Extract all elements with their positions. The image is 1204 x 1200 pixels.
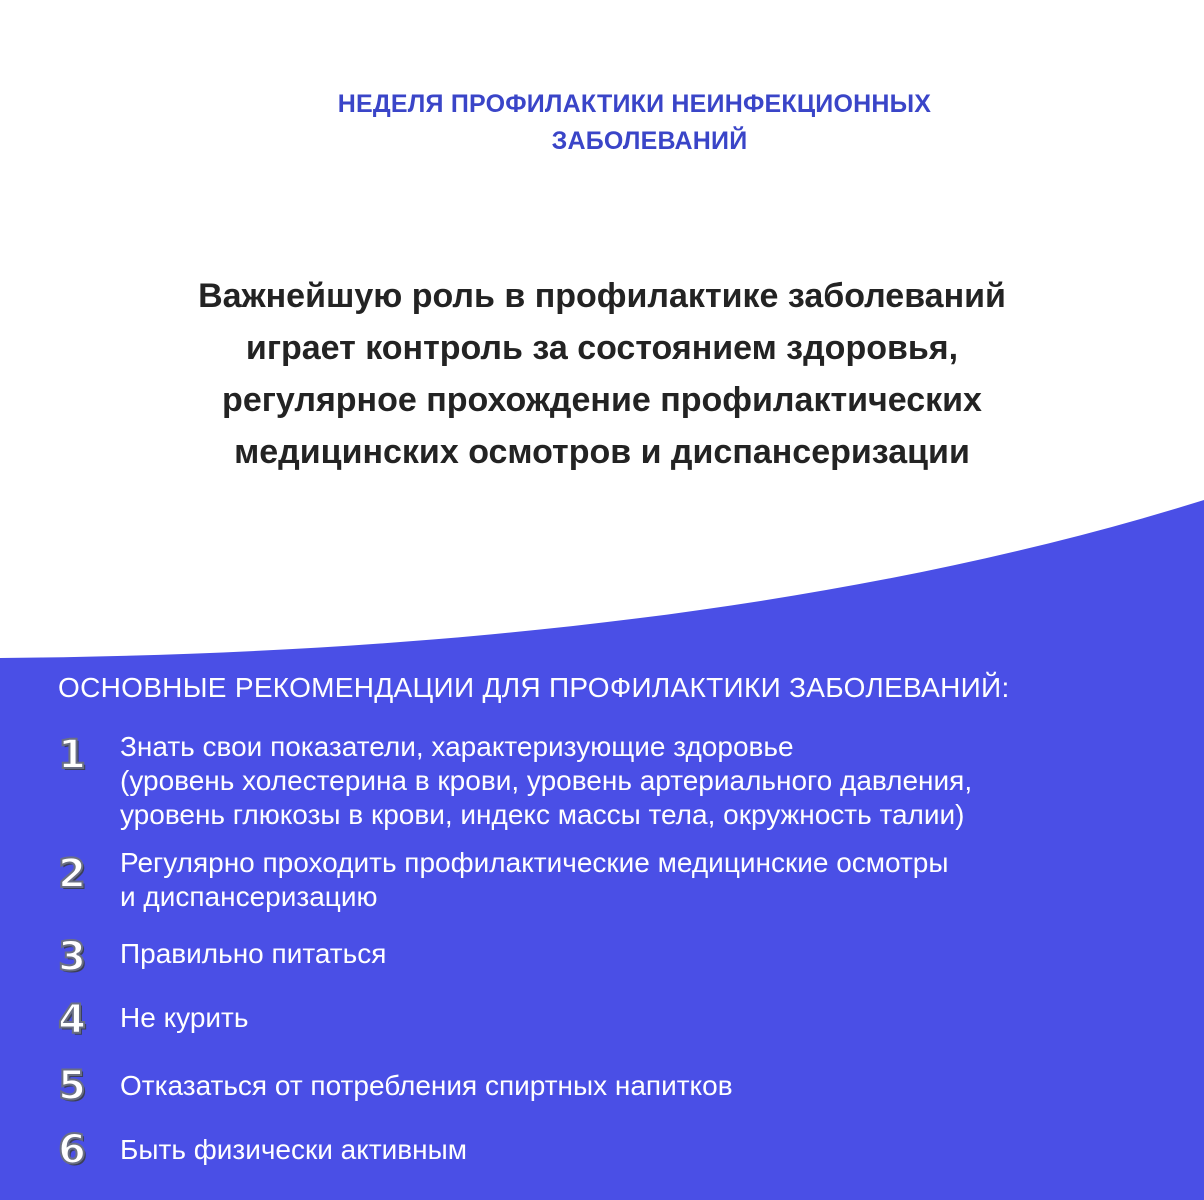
recommendation-text-4	[120, 1001, 248, 1035]
recommendation-text-5	[120, 1069, 733, 1103]
recommendation-1-line-1: Знать свои показатели, характеризующие здоровье	[120, 731, 794, 762]
recommendation-3-line-1: Правильно питаться	[120, 938, 387, 969]
recommendation-number-1: 1	[58, 732, 86, 778]
page-title-line-1: НЕДЕЛЯ ПРОФИЛАКТИКИ НЕИНФЕКЦИОННЫХ	[337, 90, 932, 118]
recommendation-number-3: 3	[58, 934, 86, 980]
recommendations-heading: ОСНОВНЫЕ РЕКОМЕНДАЦИИ ДЛЯ ПРОФИЛАКТИКИ ЗАБОЛЕВАНИЙ:	[58, 672, 1010, 703]
statement-line-2: играет контроль за состоянием здоровья,	[245, 329, 959, 367]
page-title-line-2: ЗАБОЛЕВАНИЙ	[551, 127, 748, 155]
recommendation-1-line-2: (уровень холестерина в крови, уровень артериального давления,	[120, 765, 973, 796]
recommendation-text-6	[120, 1133, 467, 1167]
recommendation-text-3	[120, 937, 386, 971]
recommendation-text-1	[120, 730, 972, 832]
recommendation-number-6: 6	[58, 1127, 86, 1173]
recommendation-number-4: 4	[58, 997, 86, 1043]
statement-line-1: Важнейшую роль в профилактике заболеваний	[198, 277, 1006, 315]
recommendation-6-line-1: Быть физически активным	[120, 1134, 467, 1165]
recommendation-1-line-3: уровень глюкозы в крови, индекс массы тела, окружность талии)	[120, 799, 965, 830]
recommendation-4-line-1: Не курить	[120, 1002, 249, 1033]
statement-line-3: регулярное прохождение профилактических	[222, 381, 982, 419]
recommendation-2-line-1: Регулярно проходить профилактические медицинские осмотры	[120, 847, 949, 878]
recommendation-5-line-1: Отказаться от потребления спиртных напитков	[120, 1070, 733, 1101]
recommendation-2-line-2: и диспансеризацию	[120, 881, 378, 912]
statement-line-4: медицинских осмотров и диспансеризации	[234, 433, 970, 471]
recommendation-number-5: 5	[58, 1063, 86, 1109]
recommendation-text-2	[120, 846, 949, 914]
recommendation-number-2: 2	[58, 851, 86, 897]
